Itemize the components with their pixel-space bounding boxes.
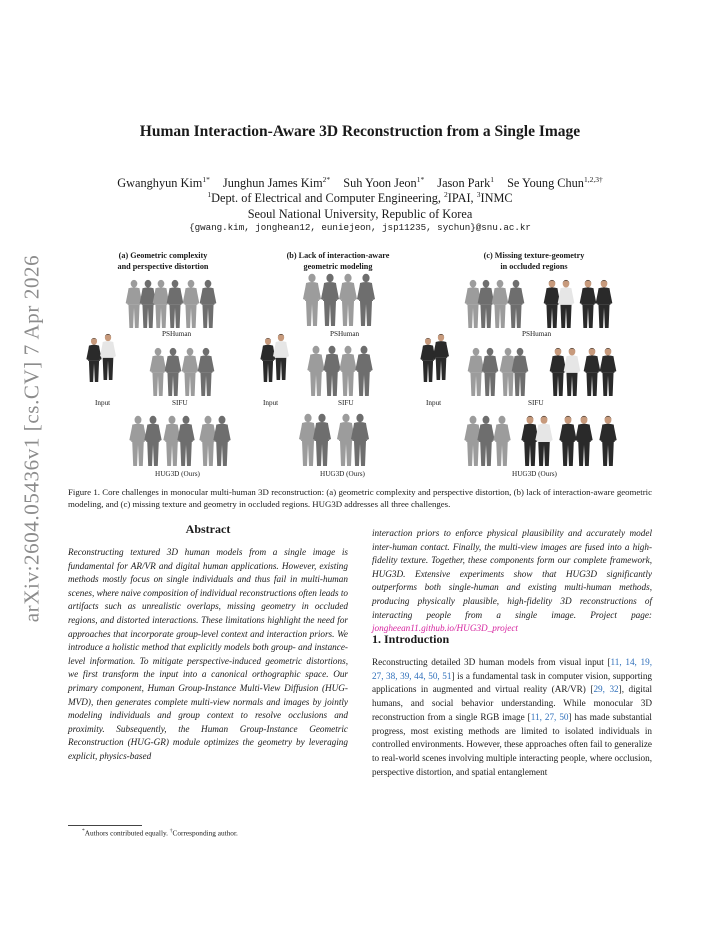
row-label-pshuman-a: PSHuman: [162, 330, 192, 338]
abstract-body-right: interaction priors to enforce physical plausibility and accurately model inter-human contact. Finally, the multi-view images are fused into a high-fidelity texture. Together, these components form our complete framework, HUG3D. Extensive experiments show that HUG3D significantly outperforms both single-human and existing multi-human methods, producing physically plausible, high-fidelity 3D reconstructions of interacting people from a single image. Project page: jongheean11.github.io/HUG3D_project: [372, 528, 652, 634]
abstract-heading: Abstract: [185, 522, 231, 536]
affiliations: [68, 187, 652, 222]
row-label-hug3d-a: HUG3D (Ours): [155, 470, 200, 478]
mesh-figure: [465, 280, 482, 328]
mesh-figure: [508, 280, 525, 328]
figure-1-renderings: [68, 268, 652, 474]
input-label-c: Input: [426, 399, 442, 407]
paper-title: Human Interaction-Aware 3D Reconstruction from a Single Image: [139, 123, 581, 140]
author: Jason Park$^1$: [437, 175, 494, 191]
citation-link[interactable]: 11, 27, 50: [530, 711, 569, 722]
textured-figure: [550, 348, 567, 396]
mesh-figure: [303, 274, 321, 326]
textured-figure: [521, 416, 538, 466]
mesh-figure: [339, 346, 356, 396]
input-label-b: Input: [263, 399, 279, 407]
author: Se Young Chun$^{1,2,3\dagger}$: [507, 175, 603, 191]
textured-figure: [600, 348, 617, 396]
textured-figure: [596, 280, 613, 328]
panel-title-b: (b) Lack of interaction-aware geometric modeling: [286, 251, 390, 271]
mesh-figure: [177, 416, 194, 466]
affiliation-line-1: $^1$Dept. of Electrical and Computer Engineering, $^2$IPAI, $^3$INMC: [207, 190, 513, 206]
row-label-hug3d-b: HUG3D (Ours): [320, 470, 365, 478]
mesh-figure: [355, 346, 372, 396]
mesh-figure: [493, 416, 510, 466]
mesh-figure: [165, 348, 182, 396]
mesh-figure: [200, 280, 217, 328]
row-label-sifu-c: SIFU: [528, 399, 544, 407]
mesh-figure: [512, 348, 529, 396]
figure-caption: Figure 1. Core challenges in monocular multi-human 3D reconstruction: (a) geometric complexity and perspective distortion, (b) lack of interaction-aware geometric modeling, and (c) missing texture and geometry in occluded regions. HUG3D addresses all three challenges.: [68, 487, 652, 509]
mesh-figure: [323, 346, 340, 396]
mesh-figure: [183, 280, 200, 328]
mesh-figure: [150, 348, 167, 396]
mesh-figure: [357, 274, 375, 326]
mesh-figure: [321, 274, 339, 326]
mesh-figure: [140, 280, 157, 328]
textured-figure: [544, 280, 561, 328]
mesh-figure: [182, 348, 199, 396]
mesh-figure: [198, 348, 215, 396]
textured-figure: [558, 280, 575, 328]
footnote-rule: [68, 825, 142, 826]
input-person-figure: [433, 334, 449, 380]
row-label-sifu-a: SIFU: [172, 399, 188, 407]
mesh-figure: [163, 416, 180, 466]
mesh-figure: [468, 348, 485, 396]
panel-title-a: (a) Geometric complexity and perspective distortion: [117, 251, 209, 271]
mesh-figure: [337, 414, 355, 466]
footnote: *Authors contributed equally. †Corresponding author.: [82, 828, 238, 838]
textured-figure: [584, 348, 601, 396]
mesh-figure: [144, 416, 161, 466]
mesh-figure: [307, 346, 324, 396]
mesh-figure: [477, 416, 494, 466]
project-page-link[interactable]: jongheean11.github.io/HUG3D_project: [372, 623, 518, 634]
affiliation-line-2: Seoul National University, Republic of Korea: [247, 207, 473, 222]
mesh-figure: [492, 280, 509, 328]
author: Junghun James Kim$^{2*}$: [222, 175, 331, 191]
mesh-figure: [464, 416, 481, 466]
textured-figure: [575, 416, 592, 466]
author: Suh Yoon Jeon$^{1*}$: [343, 175, 425, 191]
citation-link[interactable]: 11, 14, 19, 27, 38, 39, 44, 50, 51: [372, 657, 652, 681]
mesh-figure: [313, 414, 331, 466]
input-person-figure: [100, 334, 116, 380]
mesh-figure: [167, 280, 184, 328]
citation-link[interactable]: 29, 32: [593, 684, 619, 695]
panel-title-c: (c) Missing texture-geometry in occluded regions: [483, 251, 585, 271]
mesh-figure: [351, 414, 369, 466]
textured-figure: [580, 280, 597, 328]
input-person-figure: [86, 338, 101, 382]
row-label-hug3d-c: HUG3D (Ours): [512, 470, 557, 478]
mesh-figure: [153, 280, 170, 328]
mesh-figure: [299, 414, 317, 466]
textured-figure: [599, 416, 616, 466]
row-label-sifu-b: SIFU: [338, 399, 354, 407]
mesh-figure: [482, 348, 499, 396]
row-label-pshuman-b: PSHuman: [330, 330, 360, 338]
author: Gwanghyun Kim$^{1*}$: [117, 175, 210, 191]
textured-figure: [559, 416, 576, 466]
input-person-figure: [260, 338, 275, 382]
mesh-figure: [213, 416, 230, 466]
mesh-figure: [199, 416, 216, 466]
author-emails: {gwang.kim, jonghean12, euniejeon, jsp11235, sychun}@snu.ac.kr: [189, 222, 531, 233]
introduction-heading: 1. Introduction: [372, 632, 450, 646]
input-person-figure: [273, 334, 289, 380]
mesh-figure: [129, 416, 146, 466]
mesh-figure: [478, 280, 495, 328]
mesh-figure: [126, 280, 143, 328]
introduction-body: Reconstructing detailed 3D human models from visual input [11, 14, 19, 27, 38, 39, 44, 50, 51] is a fundamental task in computer vision, supporting applications in augmented and virtual reality (AR/VR) [29, 32], digital humans, and social behavior understanding. While monocular 3D reconstruction from a single RGB image [11, 27, 50] has made substantial progress, most existing methods are limited to isolated individuals in controlled environments. However, these approaches often fail to generalize to real-world scenes involving multiple interacting people, where occlusion, perspective distortion, and spatial entanglement: [372, 657, 653, 777]
textured-figure: [564, 348, 581, 396]
input-person-figure: [420, 338, 435, 382]
arxiv-stamp: arXiv:2604.05436v1 [cs.CV] 7 Apr 2026: [19, 254, 44, 622]
input-label-a: Input: [95, 399, 111, 407]
abstract-body-left: Reconstructing textured 3D human models from a single image is fundamental for AR/VR and digital human applications. However, existing methods mostly focus on single individuals and thus fail in multi-human scenes, where naive composition of individual reconstructions often leads to artifacts such as unrealistic overlaps, missing geometry in occluded regions, and distorted interactions. These limitations highlight the need for approaches that incorporate group-level context and interaction priors. We introduce a holistic method that explicitly models both group- and instance-level information. To mitigate perspective-induced geometric distortions, we first transform the input into a canonical orthographic space. Our primary component, Human Group-Instance Multi-View Diffusion (HUG-MVD), then generates complete multi-view normals and images by jointly modeling individuals and group context to resolve occlusions and proximity. Subsequently, the Human Group-Instance Geometric Reconstruction (HUG-GR) module optimizes the geometry by leveraging explicit, physics-based: [68, 547, 349, 761]
mesh-figure: [339, 274, 357, 326]
textured-figure: [535, 416, 552, 466]
row-label-pshuman-c: PSHuman: [522, 330, 552, 338]
